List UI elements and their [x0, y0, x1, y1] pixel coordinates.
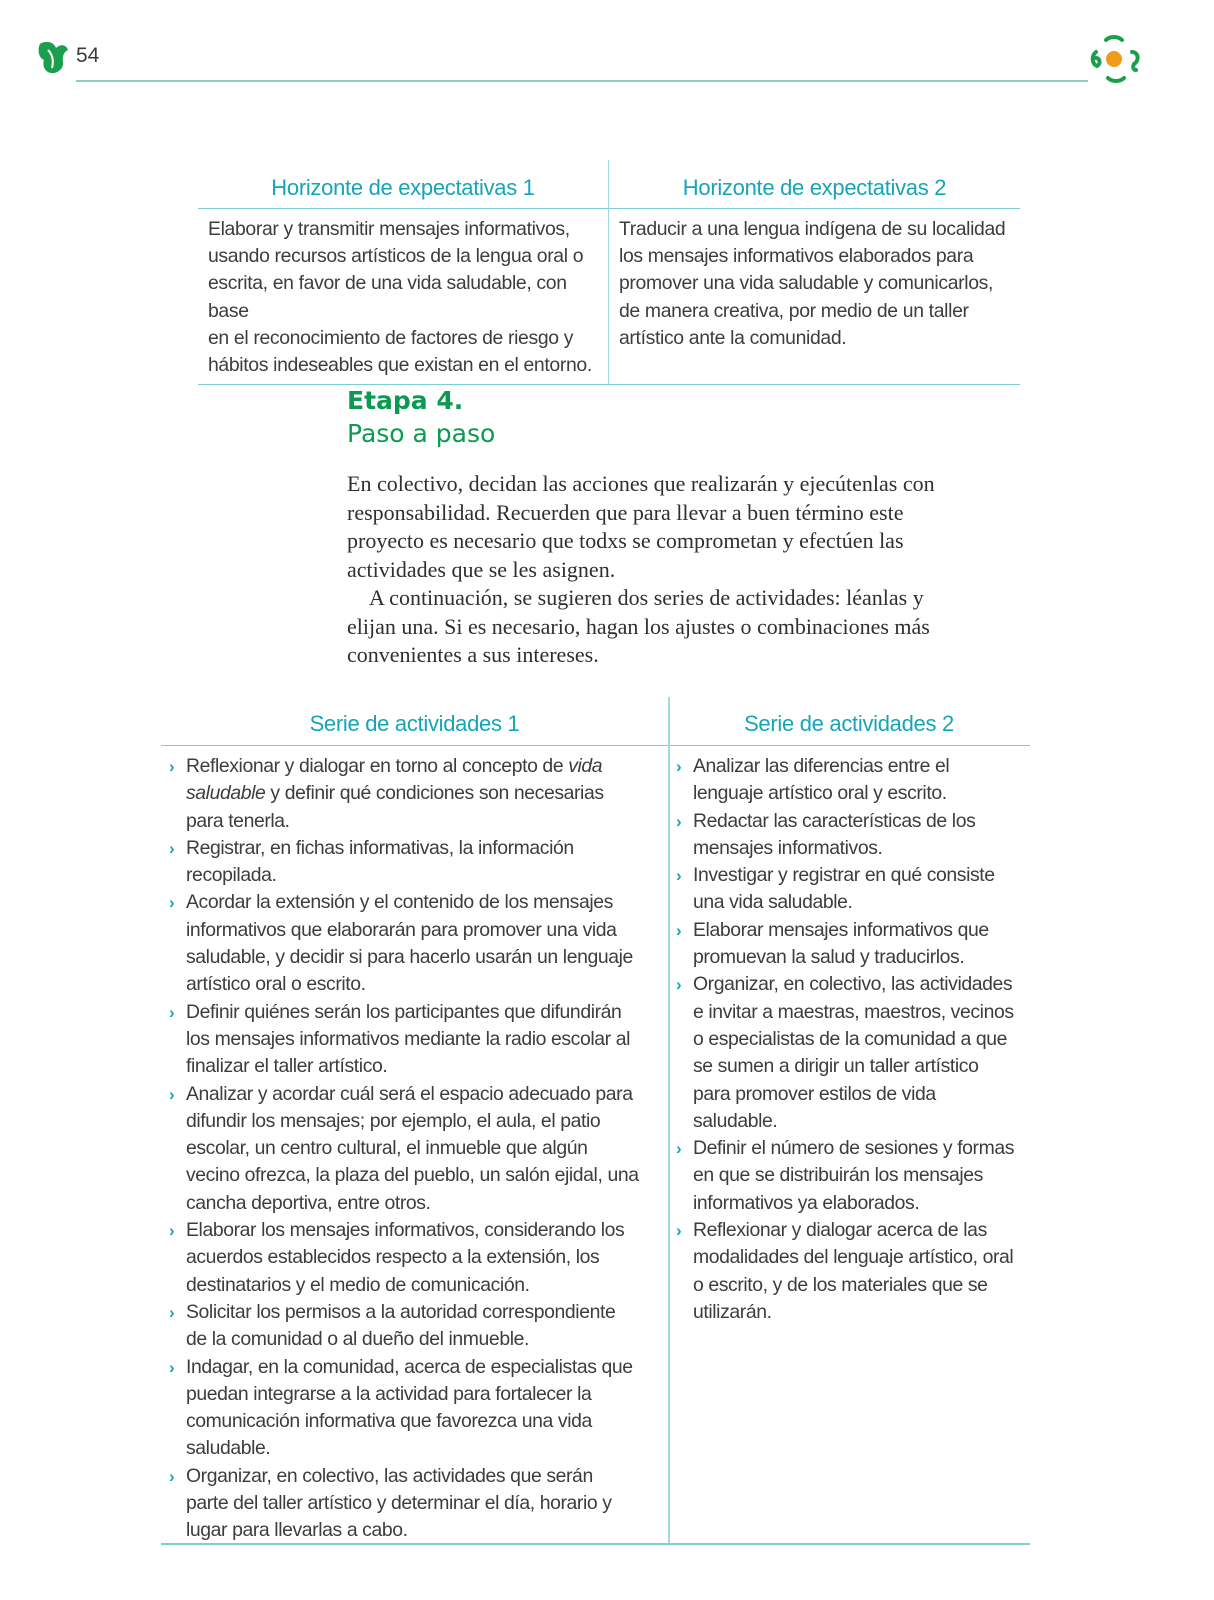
bullet-icon: ›: [169, 838, 175, 858]
bullet-icon: ›: [676, 1139, 682, 1159]
item-text: Reflexionar y dialogar acerca de las modalidades del lenguaje artístico, oral o escrito, y de los materiales que se utilizarán.: [693, 1219, 1014, 1323]
stage-subtitle: Paso a paso: [347, 419, 496, 448]
item-text: Elaborar mensajes informativos que promuevan la salud y traducirlos.: [693, 918, 989, 969]
activities-list-1: [169, 753, 639, 1545]
text-line: artístico ante la comunidad.: [619, 326, 847, 349]
list-item: [676, 808, 1016, 863]
activities-header-1: Serie de actividades 1: [309, 711, 520, 736]
list-item: [676, 917, 1016, 972]
bullet-icon: ›: [169, 757, 175, 776]
list-item: [676, 753, 1016, 808]
expectations-header-2: Horizonte de expectativas 2: [609, 160, 1020, 209]
expectations-column-1: [198, 160, 609, 384]
bullet-icon: ›: [676, 1221, 682, 1241]
text-line: Elaborar y transmitir mensajes informativos,: [208, 218, 570, 240]
text-line: de manera creativa, por medio de un taller: [619, 299, 969, 322]
bullet-icon: ›: [169, 1302, 175, 1322]
list-item: [169, 889, 639, 998]
item-text: Redactar las características de los mensajes informativos.: [693, 809, 976, 859]
activities-bottom-rule: [161, 1543, 1030, 1545]
leaf-logo-icon: [36, 38, 70, 76]
list-item: [169, 1217, 639, 1299]
activities-header-2: Serie de actividades 2: [744, 711, 954, 736]
list-item: [169, 835, 639, 890]
list-item: [169, 1299, 639, 1354]
item-text: Investigar y registrar en qué consiste una vida saludable.: [693, 864, 995, 914]
activities-table: [161, 697, 1030, 1550]
item-text: Solicitar los permisos a la autoridad correspondiente de la comunidad o al dueño del inmueble.: [186, 1300, 616, 1351]
list-item: [169, 1463, 639, 1545]
list-item: [676, 971, 1016, 1135]
activities-list-2: [676, 753, 1016, 1326]
expectations-header-1: Horizonte de expectativas 1: [198, 160, 608, 209]
bullet-icon: ›: [169, 1466, 175, 1486]
list-item: [676, 1217, 1016, 1326]
item-text: Analizar las diferencias entre el lenguaje artístico oral y escrito.: [693, 755, 950, 805]
item-text: Definir quiénes serán los participantes que difundirán los mensajes informativos mediante la radio escolar al finalizar el taller artístico.: [186, 1000, 630, 1078]
text-line: en el reconocimiento de factores de riesgo y: [208, 326, 574, 349]
bullet-icon: ›: [676, 866, 682, 886]
item-text: Definir el número de sesiones y formas en que se distribuirán los mensajes informativos ya elaborados.: [693, 1137, 1015, 1214]
text-line: promover una vida saludable y comunicarlos,: [619, 272, 994, 295]
bullet-icon: ›: [169, 1357, 175, 1377]
bullet-icon: ›: [169, 1084, 175, 1104]
community-circle-logo-icon: [1088, 34, 1144, 84]
item-text: Elaborar los mensajes informativos, considerando los acuerdos establecidos respecto a la extensión, los destinatarios y el medio de comunicación.: [186, 1219, 625, 1296]
expectations-column-2: [609, 160, 1020, 384]
expectations-bottom-rule: [198, 384, 1020, 385]
text-line: hábitos indeseables que existan en el entorno.: [208, 354, 592, 377]
stage-title: Etapa 4.: [347, 386, 464, 415]
bullet-icon: ›: [169, 893, 175, 913]
item-text: Reflexionar y dialogar en torno al concepto de: [186, 755, 569, 777]
intro-paragraph-2: A continuación, se sugieren dos series de actividades: léanlas y elijan una. Si es necesario, hagan los ajustes o combinaciones más convenientes a sus intereses.: [347, 585, 930, 667]
item-text: Organizar, en colectivo, las actividades que serán parte del taller artístico y determinar el día, horario y lugar para llevarlas a cabo.: [186, 1464, 612, 1542]
item-text: y definir qué condiciones son necesarias para tenerla.: [186, 782, 604, 832]
bullet-icon: ›: [676, 975, 682, 995]
text-line: usando recursos artísticos de la lengua oral o: [208, 245, 584, 268]
bullet-icon: ›: [169, 1002, 175, 1022]
list-item: [169, 1081, 639, 1217]
list-item: [169, 753, 639, 835]
item-text: Registrar, en fichas informativas, la información recopilada.: [186, 836, 574, 887]
list-item: [676, 862, 1016, 917]
intro-paragraph-1: En colectivo, decidan las acciones que realizarán y ejecútenlas con responsabilidad. Recuerden que para llevar a buen término este proyecto es necesario que todxs se comprometan y efectúen las actividades que se les asignen.: [347, 471, 935, 582]
bullet-icon: ›: [676, 811, 682, 831]
stage-intro: [347, 470, 967, 670]
list-item: [169, 999, 639, 1081]
text-line: los mensajes informativos elaborados para: [619, 245, 974, 268]
bullet-icon: ›: [676, 757, 682, 776]
item-text: Organizar, en colectivo, las actividades e invitar a maestras, maestros, vecinos o especialistas de la comunidad a que se sumen a dirigir un taller artístico para promover estilos de vida saludable.: [693, 973, 1014, 1132]
text-line: escrita, en favor de una vida saludable, con base: [208, 272, 567, 322]
bullet-icon: ›: [676, 920, 682, 940]
expectations-text-2: [609, 209, 1020, 357]
activities-header-row: [161, 697, 1030, 746]
page-number: 54: [76, 44, 100, 67]
bullet-icon: ›: [169, 1221, 175, 1241]
column-divider: [668, 697, 670, 1545]
header-rule: [76, 80, 1088, 82]
list-item: [169, 1354, 639, 1463]
item-text: Indagar, en la comunidad, acerca de especialistas que puedan integrarse a la actividad para fortalecer la comunicación informativa que favorezca una vida saludable.: [186, 1355, 633, 1460]
text-line: Traducir a una lengua indígena de su localidad: [619, 218, 1006, 240]
list-item: [676, 1135, 1016, 1217]
expectations-table: [198, 160, 1020, 385]
item-text: Acordar la extensión y el contenido de los mensajes informativos que elaborarán para promover una vida saludable, y decidir si para hacerlo usarán un lenguaje artístico oral o escrito.: [186, 891, 633, 996]
item-emphasis: vida saludable: [186, 755, 603, 805]
item-text: Analizar y acordar cuál será el espacio adecuado para difundir los mensajes; por ejemplo, el aula, el patio escolar, un centro cultural, el inmueble que algún vecino ofrezca, la plaza del pueblo, un salón ejidal, una cancha deportiva, entre otros.: [186, 1082, 639, 1214]
expectations-text-1: [198, 209, 608, 384]
